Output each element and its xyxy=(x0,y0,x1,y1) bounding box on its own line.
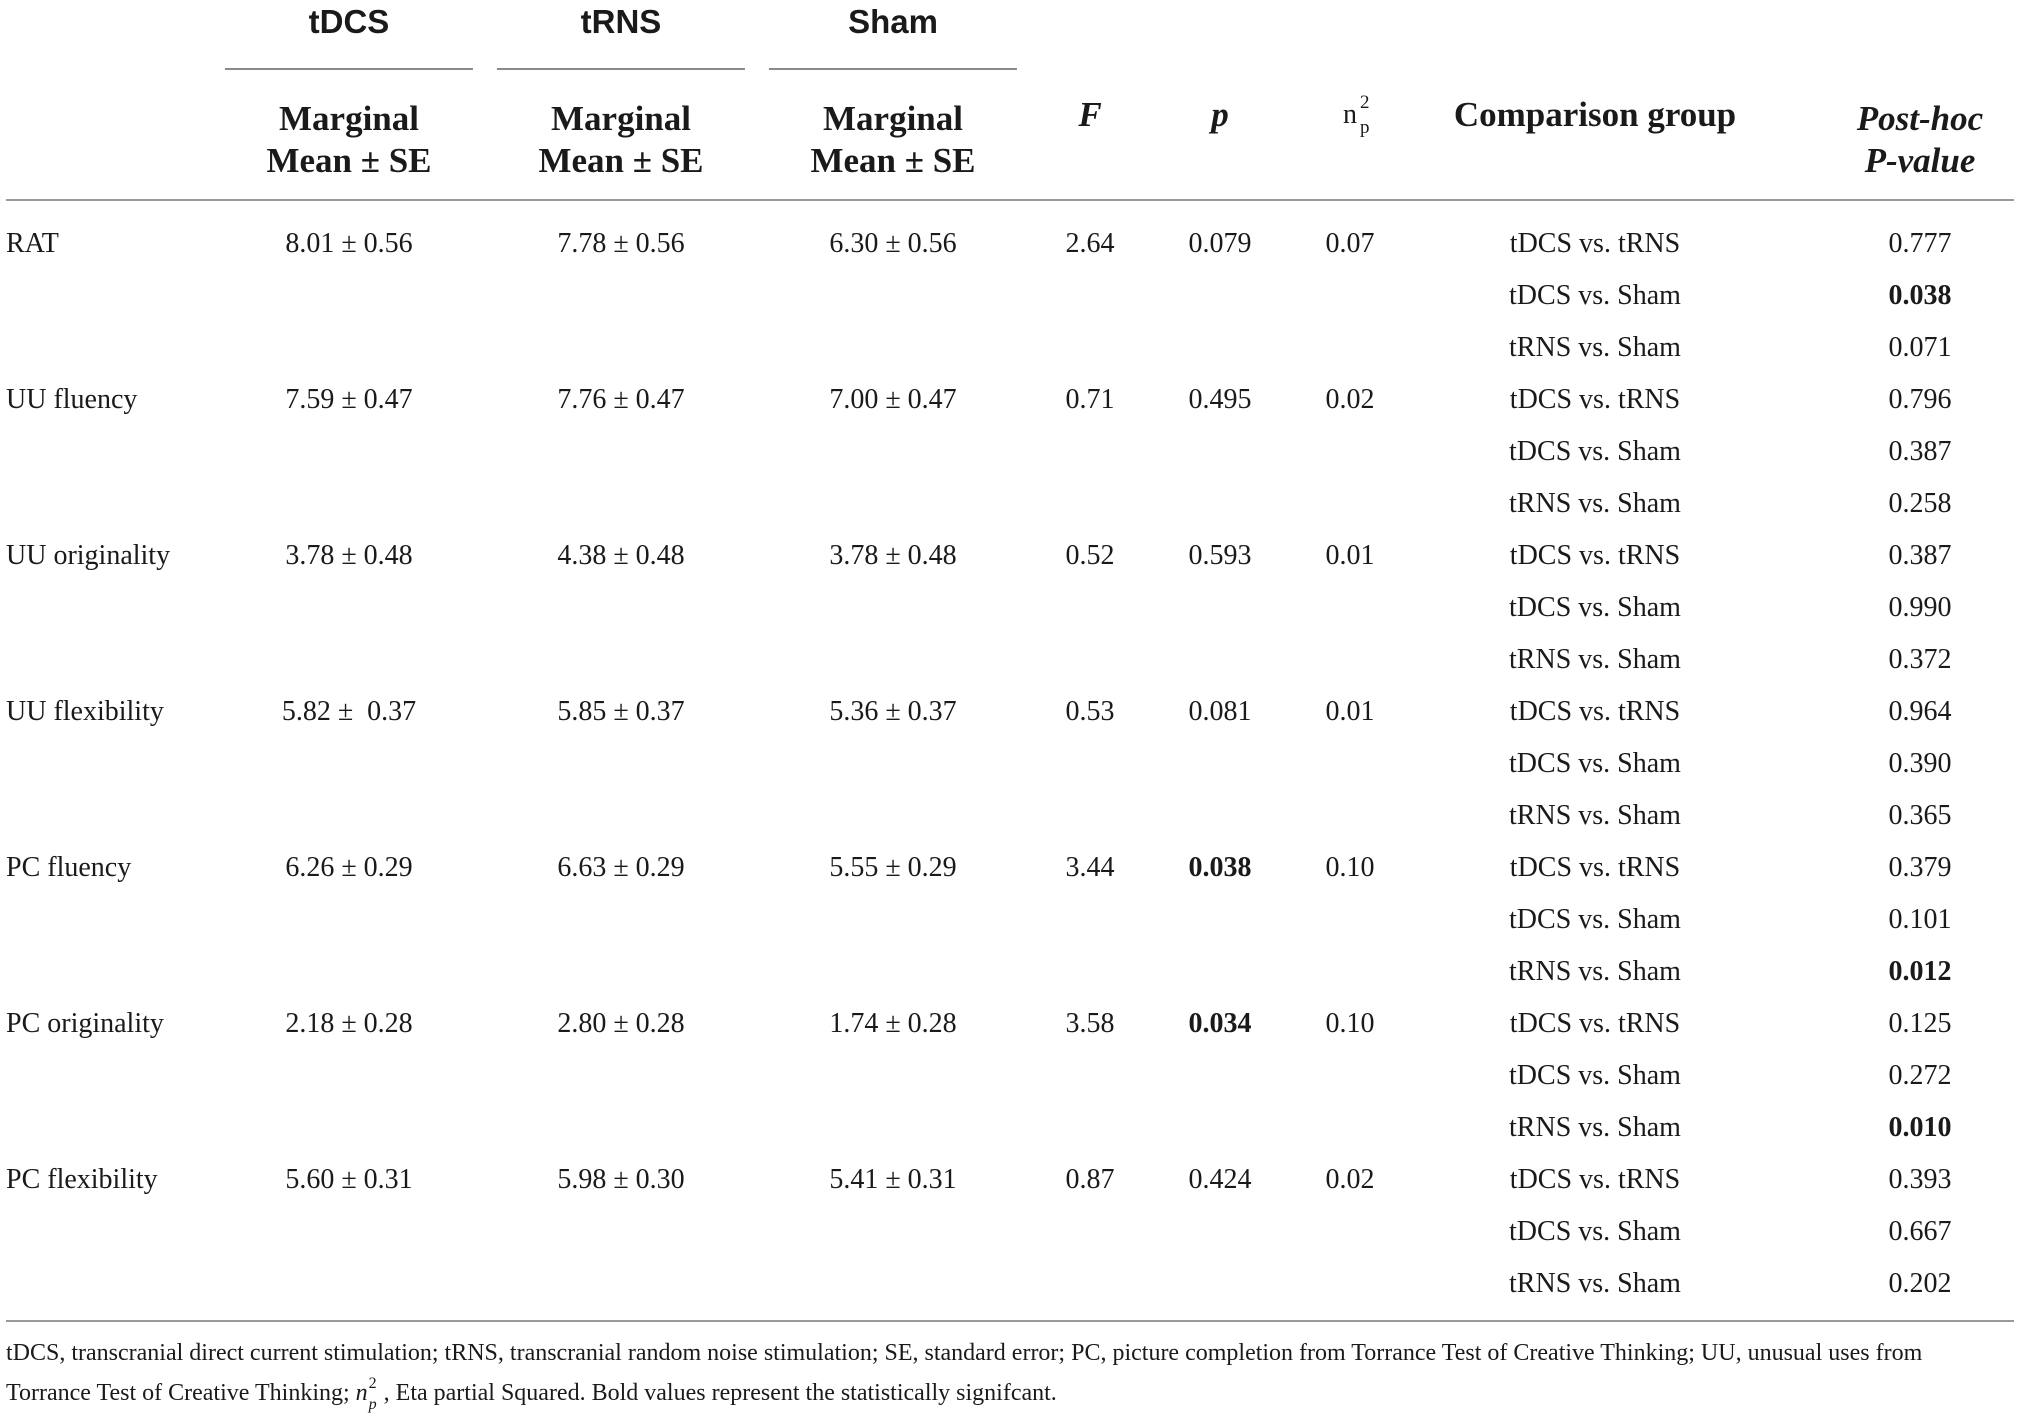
table-row xyxy=(0,218,2019,270)
f-value-cell: 3.58 xyxy=(1065,1008,1115,1039)
posthoc-p-cell: 0.071 xyxy=(1888,332,1952,363)
tdcs-mean-cell: 7.59 ± 0.47 xyxy=(285,384,413,415)
header-eta-sup: 2 xyxy=(1360,92,1370,113)
comparison-group-cell: tDCS vs. Sham xyxy=(1509,280,1681,311)
table-row xyxy=(0,1050,2019,1102)
header-posthoc xyxy=(1800,90,2019,190)
posthoc-p-cell: 0.038 xyxy=(1888,280,1952,311)
p-value-cell: 0.038 xyxy=(1188,852,1252,883)
comparison-group-cell: tDCS vs. Sham xyxy=(1509,1060,1681,1091)
bottom-rule xyxy=(6,1320,2014,1322)
table-row xyxy=(0,426,2019,478)
comparison-group-cell: tDCS vs. Sham xyxy=(1509,436,1681,467)
trns-mean-cell: 4.38 ± 0.48 xyxy=(557,540,685,571)
posthoc-p-cell: 0.012 xyxy=(1888,956,1952,987)
table-row xyxy=(0,478,2019,530)
trns-mean-cell: 7.78 ± 0.56 xyxy=(557,228,685,259)
comparison-group-cell: tDCS vs. Sham xyxy=(1509,592,1681,623)
p-value-cell: 0.495 xyxy=(1188,384,1252,415)
footnote xyxy=(6,1333,2011,1413)
trns-mean-cell: 5.98 ± 0.30 xyxy=(557,1164,685,1195)
eta-squared-cell: 0.02 xyxy=(1325,1164,1375,1195)
comparison-group-cell: tDCS vs. Sham xyxy=(1509,1216,1681,1247)
tdcs-mean-cell: 6.26 ± 0.29 xyxy=(285,852,413,883)
f-value-cell: 3.44 xyxy=(1065,852,1115,883)
f-value-cell: 0.52 xyxy=(1065,540,1115,571)
group-underline-tdcs xyxy=(225,68,473,70)
table-row xyxy=(0,842,2019,894)
group-underline-trns xyxy=(497,68,745,70)
footnote-part1: tDCS, transcranial direct current stimulation; tRNS, transcranial random noise stimulation; SE, standard error; PC, picture completion from Torrance Test of Creative Thinking; UU, unusual uses from Torrance Test of Creative Thinking; xyxy=(6,1340,1923,1406)
header-sham-mean xyxy=(769,90,1017,190)
posthoc-p-cell: 0.010 xyxy=(1888,1112,1952,1143)
eta-squared-cell: 0.01 xyxy=(1325,696,1375,727)
sham-mean-cell: 5.36 ± 0.37 xyxy=(829,696,957,727)
trns-mean-cell: 5.85 ± 0.37 xyxy=(557,696,685,727)
table-row xyxy=(0,634,2019,686)
comparison-group-cell: tDCS vs. tRNS xyxy=(1509,1164,1681,1195)
posthoc-p-cell: 0.387 xyxy=(1888,540,1952,571)
f-value-cell: 0.71 xyxy=(1065,384,1115,415)
table-row xyxy=(0,582,2019,634)
comparison-group-cell: tRNS vs. Sham xyxy=(1509,1268,1681,1299)
header-mean-line2: Mean ± SE xyxy=(810,141,976,180)
eta-squared-cell: 0.02 xyxy=(1325,384,1375,415)
comparison-group-cell: tDCS vs. tRNS xyxy=(1509,228,1681,259)
header-p: p xyxy=(1211,95,1229,134)
comparison-group-cell: tRNS vs. Sham xyxy=(1509,800,1681,831)
posthoc-p-cell: 0.125 xyxy=(1888,1008,1952,1039)
f-value-cell: 0.87 xyxy=(1065,1164,1115,1195)
sham-mean-cell: 6.30 ± 0.56 xyxy=(829,228,957,259)
p-value-cell: 0.081 xyxy=(1188,696,1252,727)
measure-cell: UU originality xyxy=(6,540,171,571)
table-row xyxy=(0,322,2019,374)
posthoc-p-cell: 0.101 xyxy=(1888,904,1952,935)
header-rule xyxy=(6,199,2014,201)
posthoc-p-cell: 0.390 xyxy=(1888,748,1952,779)
comparison-group-cell: tDCS vs. tRNS xyxy=(1509,384,1681,415)
footnote-eta-base: n xyxy=(355,1380,368,1406)
trns-mean-cell: 2.80 ± 0.28 xyxy=(557,1008,685,1039)
f-value-cell: 0.53 xyxy=(1065,696,1115,727)
measure-cell: PC fluency xyxy=(6,852,132,883)
footnote-part2: , Eta partial Squared. Bold values represent the statistically signifcant. xyxy=(383,1380,1057,1406)
comparison-group-cell: tDCS vs. tRNS xyxy=(1509,540,1681,571)
header-eta-base: n xyxy=(1343,99,1357,130)
sham-mean-cell: 5.55 ± 0.29 xyxy=(829,852,957,883)
trns-mean-cell: 7.76 ± 0.47 xyxy=(557,384,685,415)
table-row xyxy=(0,998,2019,1050)
footnote-eta-symbol xyxy=(356,1373,384,1413)
posthoc-p-cell: 0.990 xyxy=(1888,592,1952,623)
measure-cell: UU flexibility xyxy=(6,696,164,727)
comparison-group-cell: tDCS vs. Sham xyxy=(1509,748,1681,779)
sham-mean-cell: 7.00 ± 0.47 xyxy=(829,384,957,415)
comparison-group-cell: tRNS vs. Sham xyxy=(1509,332,1681,363)
header-posthoc-line2: P-value xyxy=(1864,141,1976,180)
table-row xyxy=(0,790,2019,842)
eta-squared-cell: 0.10 xyxy=(1325,852,1375,883)
tdcs-mean-cell: 5.82 ± 0.37 xyxy=(281,696,417,727)
header-f: F xyxy=(1078,95,1102,134)
header-mean-line2: Mean ± SE xyxy=(538,141,704,180)
eta-squared-cell: 0.07 xyxy=(1325,228,1375,259)
comparison-group-cell: tDCS vs. Sham xyxy=(1509,904,1681,935)
comparison-group-cell: tDCS vs. tRNS xyxy=(1509,696,1681,727)
comparison-group-cell: tRNS vs. Sham xyxy=(1509,644,1681,675)
posthoc-p-cell: 0.387 xyxy=(1888,436,1952,467)
measure-cell: PC originality xyxy=(6,1008,164,1039)
posthoc-p-cell: 0.258 xyxy=(1888,488,1952,519)
posthoc-p-cell: 0.365 xyxy=(1888,800,1952,831)
group-header-sham: Sham xyxy=(848,3,938,40)
table-row xyxy=(0,1206,2019,1258)
tdcs-mean-cell: 8.01 ± 0.56 xyxy=(285,228,413,259)
table-row xyxy=(0,686,2019,738)
tdcs-mean-cell: 3.78 ± 0.48 xyxy=(285,540,413,571)
posthoc-p-cell: 0.777 xyxy=(1888,228,1952,259)
posthoc-p-cell: 0.393 xyxy=(1888,1164,1952,1195)
p-value-cell: 0.034 xyxy=(1188,1008,1252,1039)
posthoc-p-cell: 0.379 xyxy=(1888,852,1952,883)
comparison-group-cell: tDCS vs. tRNS xyxy=(1509,852,1681,883)
header-comparison-group: Comparison group xyxy=(1453,95,1737,134)
measure-cell: UU fluency xyxy=(6,384,138,415)
eta-squared-cell: 0.01 xyxy=(1325,540,1375,571)
table-row xyxy=(0,738,2019,790)
posthoc-p-cell: 0.964 xyxy=(1888,696,1952,727)
header-mean-line1: Marginal xyxy=(823,99,963,138)
tdcs-mean-cell: 2.18 ± 0.28 xyxy=(285,1008,413,1039)
header-trns-mean xyxy=(497,90,745,190)
comparison-group-cell: tRNS vs. Sham xyxy=(1509,956,1681,987)
table-row xyxy=(0,374,2019,426)
table-row xyxy=(0,1258,2019,1310)
table-row xyxy=(0,1102,2019,1154)
header-mean-line1: Marginal xyxy=(551,99,691,138)
sham-mean-cell: 1.74 ± 0.28 xyxy=(829,1008,957,1039)
footnote-eta-sub: p xyxy=(368,1396,377,1413)
table-row xyxy=(0,530,2019,582)
header-eta-symbol xyxy=(1343,92,1370,138)
header-tdcs-mean xyxy=(225,90,473,190)
comparison-group-cell: tRNS vs. Sham xyxy=(1509,488,1681,519)
header-eta-sub: p xyxy=(1360,117,1370,138)
header-mean-line1: Marginal xyxy=(279,99,419,138)
header-posthoc-line1: Post-hoc xyxy=(1856,99,1984,138)
sham-mean-cell: 5.41 ± 0.31 xyxy=(829,1164,957,1195)
comparison-group-cell: tRNS vs. Sham xyxy=(1509,1112,1681,1143)
comparison-group-cell: tDCS vs. tRNS xyxy=(1509,1008,1681,1039)
posthoc-p-cell: 0.372 xyxy=(1888,644,1952,675)
footnote-eta-sup: 2 xyxy=(368,1375,377,1392)
measure-cell: PC flexibility xyxy=(6,1164,158,1195)
header-eta-squared xyxy=(1295,92,1405,138)
eta-squared-cell: 0.10 xyxy=(1325,1008,1375,1039)
f-value-cell: 2.64 xyxy=(1065,228,1115,259)
p-value-cell: 0.593 xyxy=(1188,540,1252,571)
header-mean-line2: Mean ± SE xyxy=(266,141,432,180)
p-value-cell: 0.424 xyxy=(1188,1164,1252,1195)
p-value-cell: 0.079 xyxy=(1188,228,1252,259)
posthoc-p-cell: 0.667 xyxy=(1888,1216,1952,1247)
tdcs-mean-cell: 5.60 ± 0.31 xyxy=(285,1164,413,1195)
table-row xyxy=(0,946,2019,998)
posthoc-p-cell: 0.272 xyxy=(1888,1060,1952,1091)
sham-mean-cell: 3.78 ± 0.48 xyxy=(829,540,957,571)
group-header-tdcs: tDCS xyxy=(308,3,390,40)
table-row xyxy=(0,1154,2019,1206)
trns-mean-cell: 6.63 ± 0.29 xyxy=(557,852,685,883)
table-row xyxy=(0,270,2019,322)
posthoc-p-cell: 0.796 xyxy=(1888,384,1952,415)
posthoc-p-cell: 0.202 xyxy=(1888,1268,1952,1299)
table-row xyxy=(0,894,2019,946)
group-underline-sham xyxy=(769,68,1017,70)
group-header-trns: tRNS xyxy=(580,3,662,40)
measure-cell: RAT xyxy=(6,228,59,259)
